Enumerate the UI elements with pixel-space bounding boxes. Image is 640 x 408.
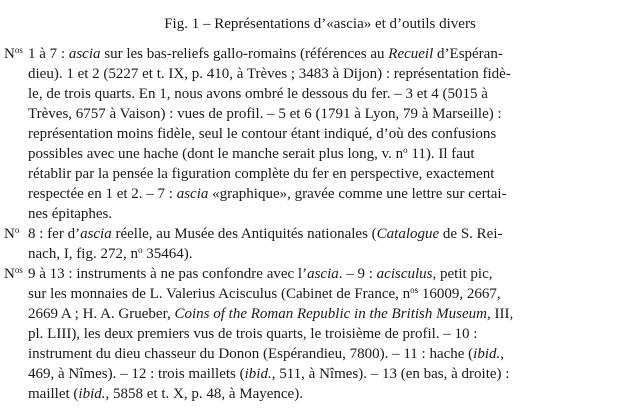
superscript-text: o (403, 145, 408, 155)
text-run: dieu). 1 et 2 (5227 et t. IX, p. 410, à Trèves ; 3483 à Dijon) : représentation fidè- (28, 66, 511, 82)
text-run: rétablir par la pensée la figuration complète du fer en perspective, exactement (28, 166, 495, 182)
text-run: Trèves, 6757 à Vaison) : vues de profil. – 5 et 6 (1791 à Lyon, 79 à Marseille) : (28, 106, 502, 122)
superscript-text: os (410, 285, 419, 295)
caption-line (28, 264, 493, 284)
text-run: 9 à 13 : instruments à ne pas confondre avec l’ (28, 266, 308, 282)
text-run: 2669 A ; H. A. Grueber, (28, 306, 175, 322)
italic-text: Coins of the Roman Republic in the British Museum (174, 306, 487, 322)
entry-label-sup: os (14, 265, 23, 275)
italic-text: ibid. (473, 346, 501, 362)
text-run: , 511, à Nîmes). – 13 (en bas, à droite) : (271, 366, 510, 382)
caption-line (28, 304, 513, 324)
text-run: «graphique», gravée comme une lettre sur certai- (208, 186, 507, 202)
superscript-text: o (137, 245, 143, 255)
caption-line (28, 124, 496, 144)
caption-line (28, 284, 501, 304)
text-run: , 5858 et t. X, p. 48, à Mayence). (105, 386, 303, 402)
caption-line (28, 104, 502, 124)
figure-title: Fig. 1 – Représentations d’«ascia» et d’outils divers (164, 16, 476, 32)
caption-line (28, 64, 511, 84)
entry-label (4, 264, 23, 284)
caption-line (28, 224, 503, 244)
text-run: 8 : fer d’ (28, 226, 81, 242)
text-run: 35464). (142, 246, 193, 262)
caption-line (28, 184, 507, 204)
text-run: nach, I, fig. 272, n (28, 246, 138, 262)
entry-label (4, 224, 19, 244)
text-run: représentation moins fidèle, seul le contour étant indiqué, d’où des confusions (28, 126, 497, 142)
entry-label (4, 44, 23, 64)
italic-text: ibid. (78, 386, 106, 402)
caption-line (28, 144, 475, 164)
caption-line (28, 364, 509, 384)
entry-label-main: N (4, 46, 15, 62)
italic-text: acisculus (376, 266, 433, 282)
text-run: , (500, 346, 505, 362)
text-run: sur les bas-reliefs gallo-romains (références au (100, 46, 389, 62)
entry-label-sup: os (14, 45, 23, 55)
text-run: respectée en 1 et 2. – 7 : (28, 186, 177, 202)
caption-line (28, 204, 112, 224)
text-run: nes épitaphes. (28, 206, 113, 222)
caption-line (28, 244, 192, 264)
entry-label-main: N (4, 226, 15, 242)
text-run: réelle, au Musée des Antiquités nationales ( (111, 226, 377, 242)
italic-text: ascia (68, 46, 101, 62)
italic-text: Recueil (388, 46, 434, 62)
text-run: maillet ( (28, 386, 79, 402)
caption-line (28, 324, 477, 344)
caption-line (28, 344, 504, 364)
caption-line (28, 44, 503, 64)
italic-text: ascia (176, 186, 209, 202)
caption-line (28, 164, 494, 184)
text-run: d’Espéran- (433, 46, 503, 62)
italic-text: ibid. (244, 366, 272, 382)
italic-text: Catalogue (376, 226, 440, 242)
text-run: pl. LIII), les deux premiers vus de trois quarts, le troisième de profil. – 10 : (28, 326, 478, 342)
text-run: 469, à Nîmes). – 12 : trois maillets ( (28, 366, 245, 382)
text-run: . – 9 : (338, 266, 377, 282)
entry-label-main: N (4, 266, 15, 282)
text-run: 1 à 7 : (28, 46, 69, 62)
text-run: possibles avec une hache (dont le manche serait plus long, v. n (28, 146, 404, 162)
caption-line (28, 384, 303, 404)
italic-text: ascia (80, 226, 112, 242)
italic-text: ascia (307, 266, 339, 282)
text-run: instrument du dieu chasseur du Donon (Espérandieu, 7800). – 11 : hache ( (28, 346, 474, 362)
caption-line (28, 84, 488, 104)
text-run: sur les monnaies de L. Valerius Acisculus (Cabinet de France, n (28, 286, 411, 302)
text-run: , petit pic, (432, 266, 493, 282)
text-run: de S. Rei- (439, 226, 503, 242)
text-run: le, de trois quarts. En 1, nous avons ombré le dessous du fer. – 3 et 4 (5015 à (28, 86, 488, 102)
text-run: 16009, 2667, (418, 286, 501, 302)
entry-label-sup: o (14, 225, 20, 235)
text-run: , III, (486, 306, 514, 322)
text-run: 11). Il faut (407, 146, 475, 162)
